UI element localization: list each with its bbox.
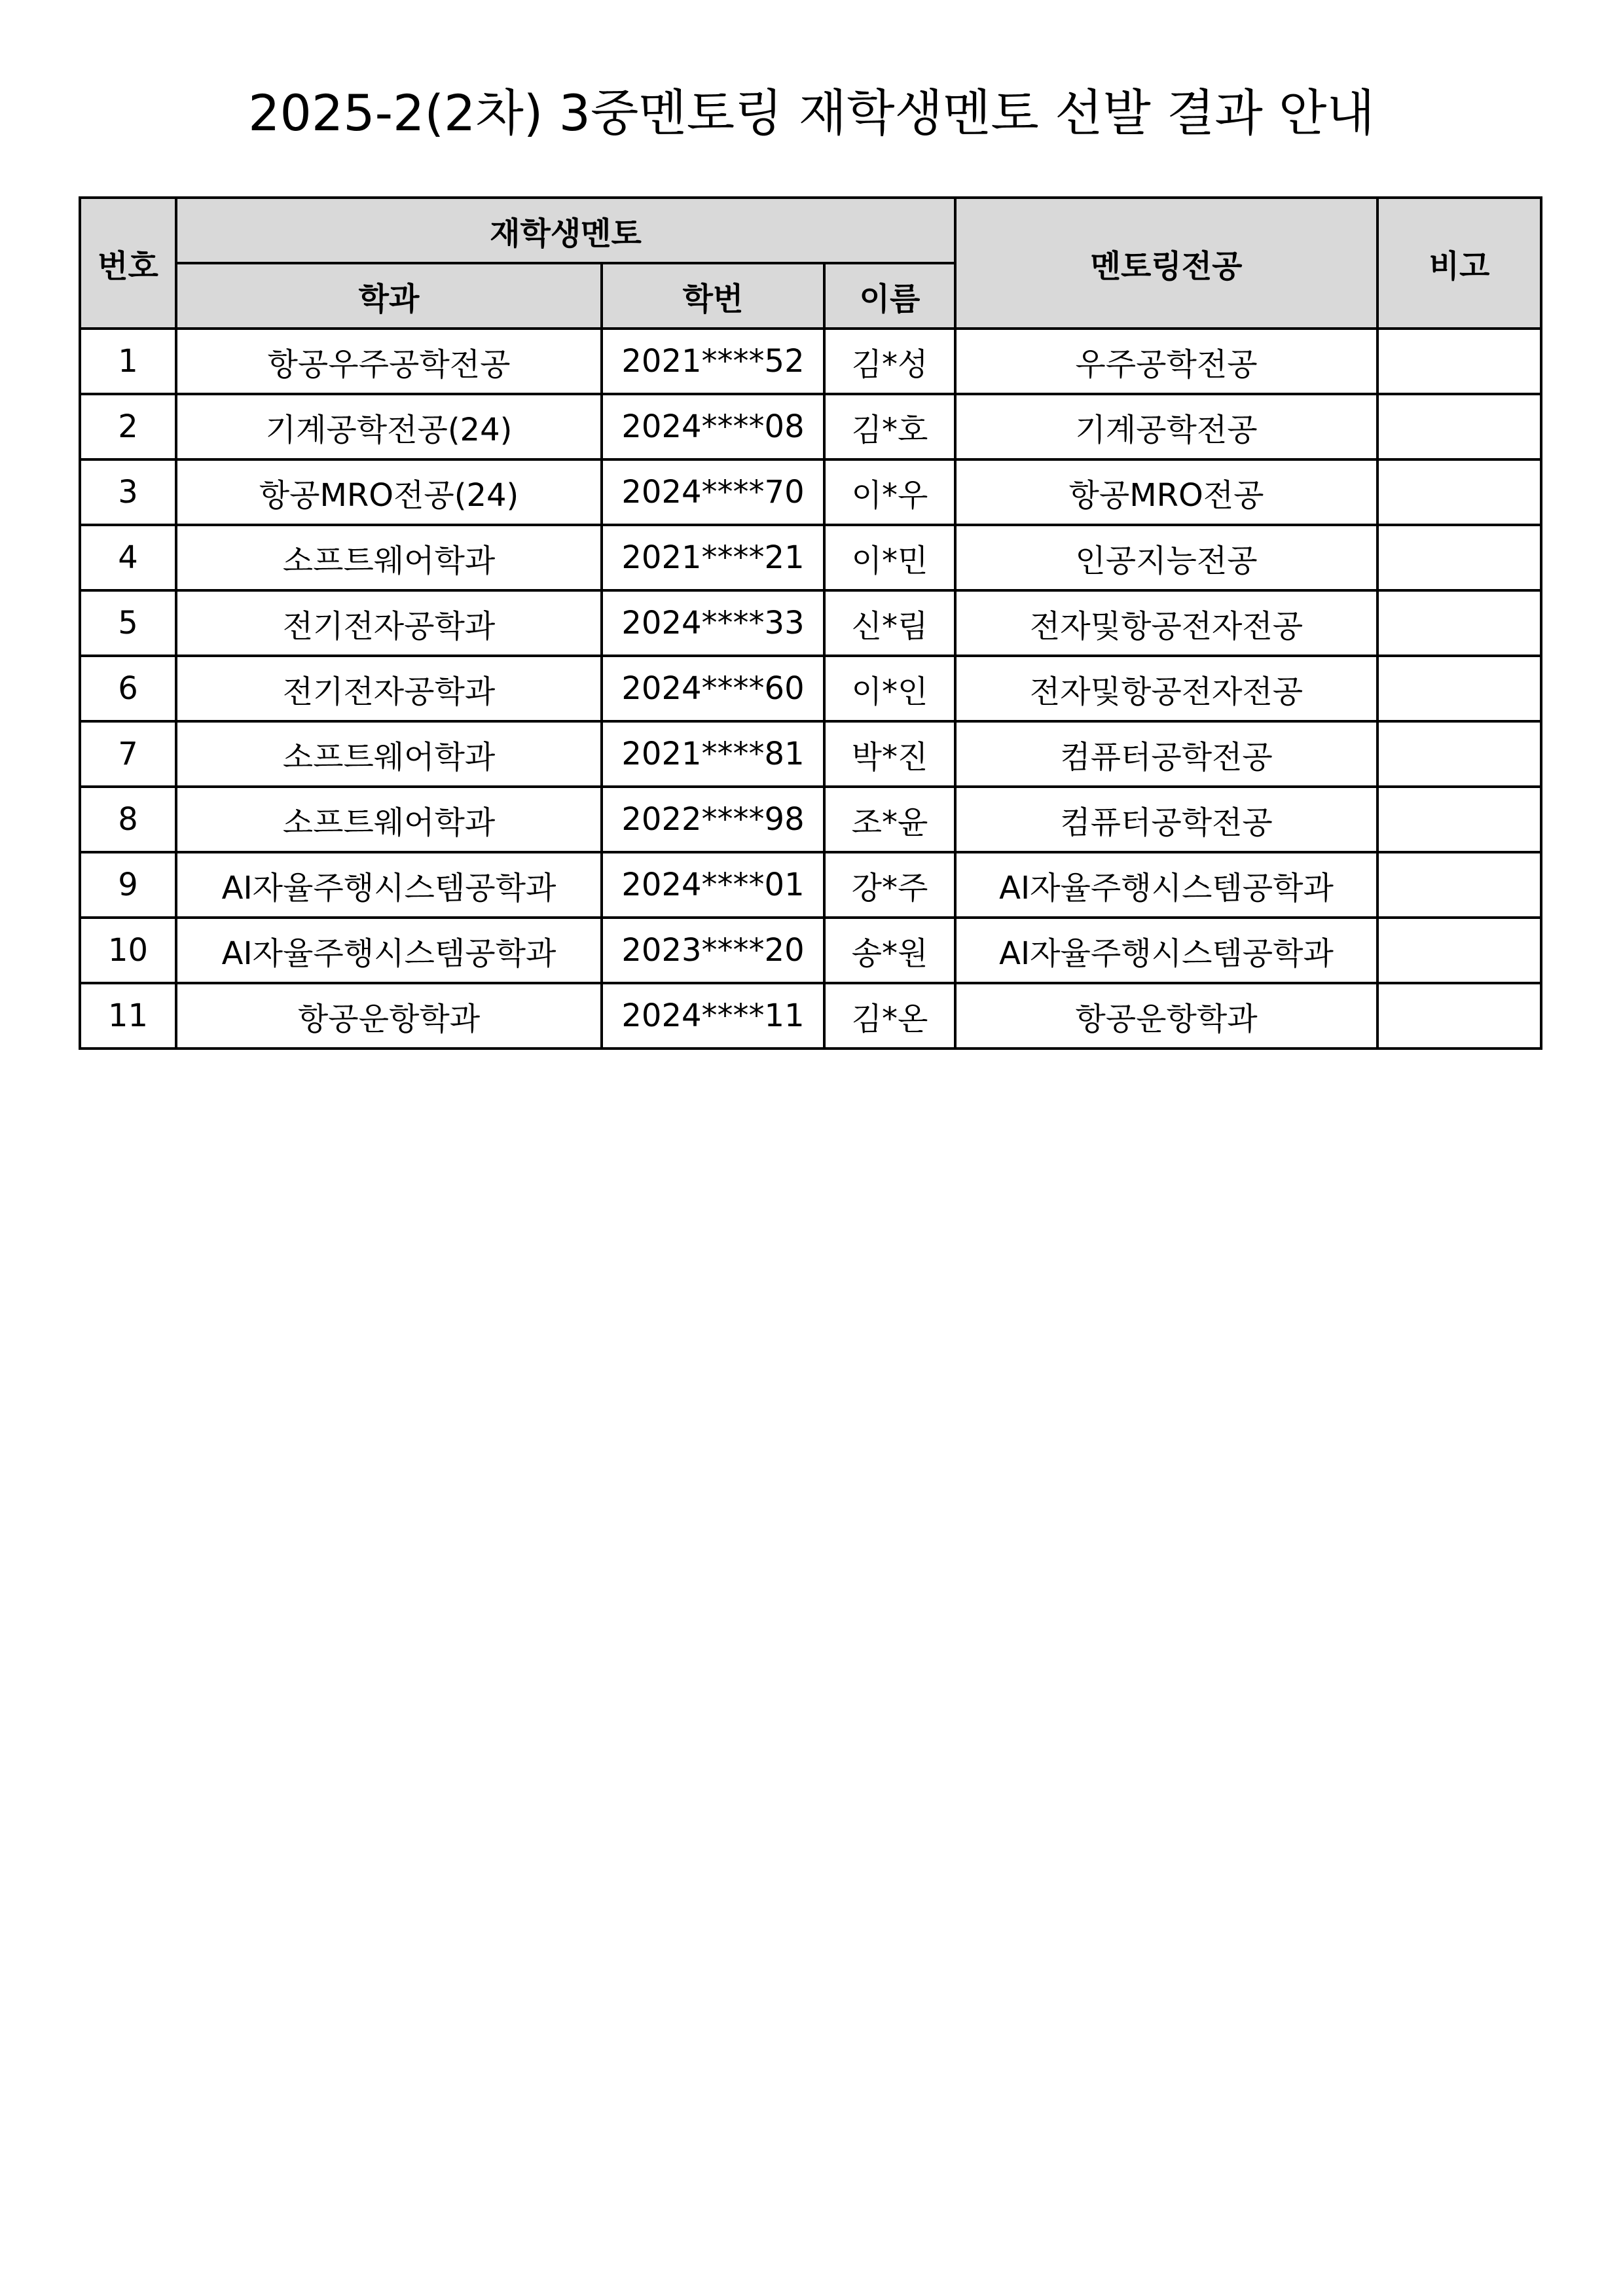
row-note <box>1377 852 1541 918</box>
header-mentoring-major: 멘토링전공 <box>955 198 1377 329</box>
row-student-id: 2021****81 <box>602 721 824 787</box>
row-department: 소프트웨어학과 <box>176 787 602 852</box>
row-mentoring-major: 인공지능전공 <box>955 525 1377 590</box>
row-mentoring-major: 컴퓨터공학전공 <box>955 787 1377 852</box>
row-department: 전기전자공학과 <box>176 590 602 656</box>
table-row <box>80 983 1541 1049</box>
row-student-id: 2024****01 <box>602 852 824 918</box>
row-note <box>1377 525 1541 590</box>
mentor-selection-table <box>79 196 1542 1050</box>
row-mentoring-major: 항공운항학과 <box>955 983 1377 1049</box>
row-name: 김*성 <box>824 329 955 394</box>
table-row <box>80 787 1541 852</box>
table-row <box>80 525 1541 590</box>
row-student-id: 2024****33 <box>602 590 824 656</box>
row-name: 이*인 <box>824 656 955 721</box>
header-note: 비고 <box>1377 198 1541 329</box>
table-row <box>80 329 1541 394</box>
row-note <box>1377 394 1541 459</box>
row-mentoring-major: 컴퓨터공학전공 <box>955 721 1377 787</box>
row-number: 2 <box>80 394 176 459</box>
table-row <box>80 394 1541 459</box>
row-note <box>1377 590 1541 656</box>
row-mentoring-major: 우주공학전공 <box>955 329 1377 394</box>
row-student-id: 2023****20 <box>602 918 824 983</box>
header-department: 학과 <box>176 263 602 329</box>
row-student-id: 2021****52 <box>602 329 824 394</box>
row-student-id: 2024****11 <box>602 983 824 1049</box>
row-department: 항공운항학과 <box>176 983 602 1049</box>
row-name: 김*호 <box>824 394 955 459</box>
header-row-1 <box>80 198 1541 263</box>
row-number: 8 <box>80 787 176 852</box>
row-number: 11 <box>80 983 176 1049</box>
row-number: 5 <box>80 590 176 656</box>
row-mentoring-major: 전자및항공전자전공 <box>955 656 1377 721</box>
row-number: 7 <box>80 721 176 787</box>
page-title: 2025-2(2차) 3중멘토링 재학생멘토 선발 결과 안내 <box>248 84 1375 142</box>
row-note <box>1377 721 1541 787</box>
row-department: 항공MRO전공(24) <box>176 459 602 525</box>
row-mentoring-major: 전자및항공전자전공 <box>955 590 1377 656</box>
table-header <box>80 198 1541 329</box>
table-row <box>80 852 1541 918</box>
row-number: 10 <box>80 918 176 983</box>
row-department: 항공우주공학전공 <box>176 329 602 394</box>
row-name: 신*림 <box>824 590 955 656</box>
row-name: 강*주 <box>824 852 955 918</box>
row-name: 김*온 <box>824 983 955 1049</box>
row-student-id: 2024****60 <box>602 656 824 721</box>
row-note <box>1377 983 1541 1049</box>
row-name: 박*진 <box>824 721 955 787</box>
row-number: 3 <box>80 459 176 525</box>
table-body <box>80 329 1541 1049</box>
row-note <box>1377 459 1541 525</box>
row-note <box>1377 918 1541 983</box>
row-department: 기계공학전공(24) <box>176 394 602 459</box>
row-mentoring-major: AI자율주행시스템공학과 <box>955 918 1377 983</box>
row-note <box>1377 656 1541 721</box>
header-student-id: 학번 <box>602 263 824 329</box>
header-student-mentor-group: 재학생멘토 <box>176 198 955 263</box>
header-number: 번호 <box>80 198 176 329</box>
row-name: 이*우 <box>824 459 955 525</box>
row-department: 전기전자공학과 <box>176 656 602 721</box>
row-department: AI자율주행시스템공학과 <box>176 852 602 918</box>
table-row <box>80 590 1541 656</box>
row-number: 1 <box>80 329 176 394</box>
row-mentoring-major: 항공MRO전공 <box>955 459 1377 525</box>
row-student-id: 2021****21 <box>602 525 824 590</box>
table-row <box>80 721 1541 787</box>
row-mentoring-major: AI자율주행시스템공학과 <box>955 852 1377 918</box>
row-number: 4 <box>80 525 176 590</box>
table-row <box>80 459 1541 525</box>
row-student-id: 2024****08 <box>602 394 824 459</box>
row-student-id: 2024****70 <box>602 459 824 525</box>
header-name: 이름 <box>824 263 955 329</box>
row-name: 이*민 <box>824 525 955 590</box>
row-name: 송*원 <box>824 918 955 983</box>
row-note <box>1377 329 1541 394</box>
table-row <box>80 656 1541 721</box>
row-department: 소프트웨어학과 <box>176 525 602 590</box>
table-row <box>80 918 1541 983</box>
row-department: AI자율주행시스템공학과 <box>176 918 602 983</box>
row-student-id: 2022****98 <box>602 787 824 852</box>
row-number: 9 <box>80 852 176 918</box>
row-name: 조*윤 <box>824 787 955 852</box>
row-note <box>1377 787 1541 852</box>
row-number: 6 <box>80 656 176 721</box>
row-department: 소프트웨어학과 <box>176 721 602 787</box>
row-mentoring-major: 기계공학전공 <box>955 394 1377 459</box>
